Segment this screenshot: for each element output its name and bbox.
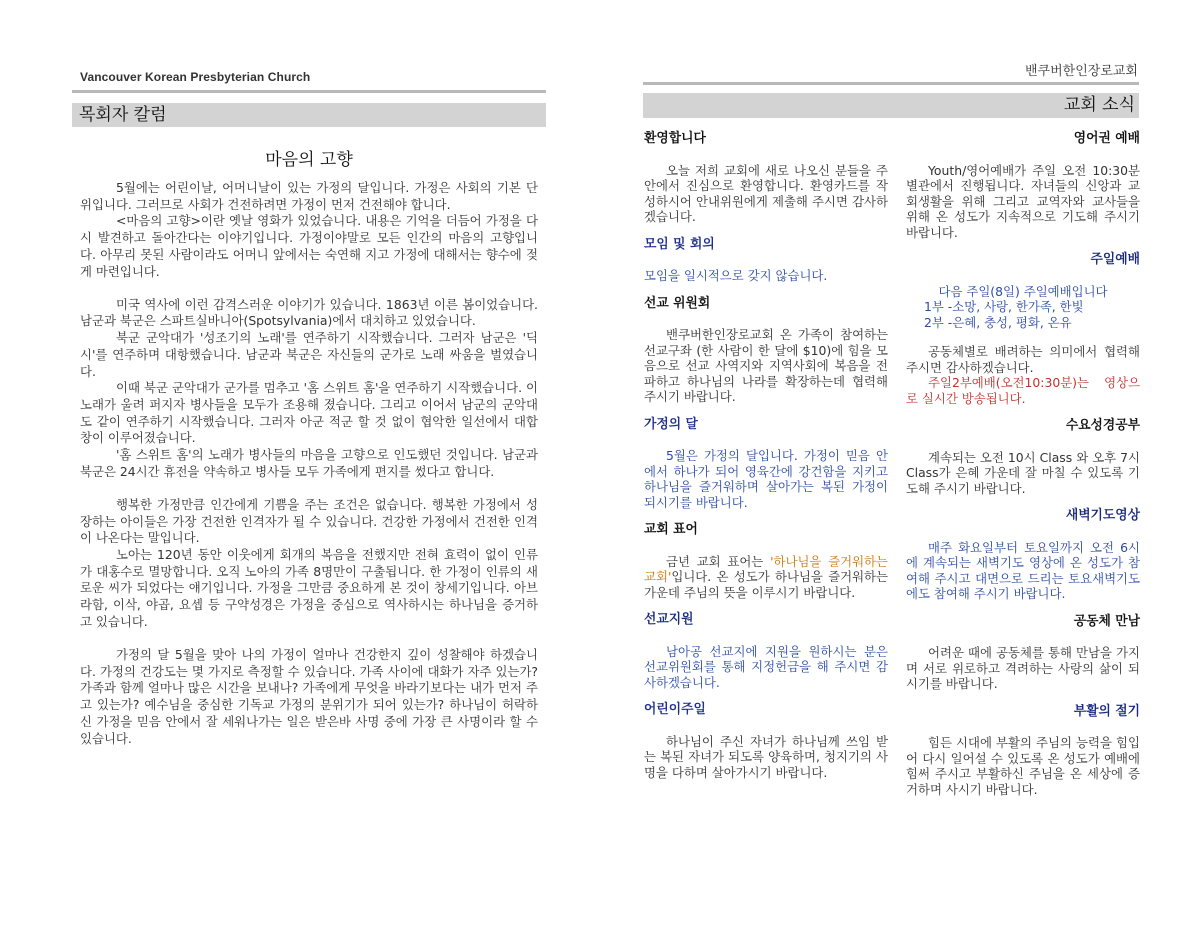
essay-paragraph: 노아는 120년 동안 이웃에게 회개의 복음을 전했지만 전혀 효력이 없이 인류가 대홍수로 멸망합니다. 오직 노아의 가족 8명만이 구출됩니다. 한 가정이 인류의 새로운 씨가 되었다는 얘기입니다. 가정을 그만큼 중요하게 본 것이 창세기입니다. 아브라함, 이삭, 야곱, 요셉 등 구약성경은 가정을 중심으로 역사하시는 하나님을 증거하고 있습니다.	[80, 547, 538, 629]
news-text: 계속되는 오전 10시 Class 와 오후 7시 Class가 은혜 가운데 잘 마칠 수 있도록 기도해 주시기 바랍니다.	[906, 449, 1140, 496]
news-text: 매주 화요일부터 토요일까지 오전 6시에 계속되는 새벽기도 영상에 온 성도가 참여해 주시고 대면으로 드리는 토요새벽기도에도 참여해 주시기 바랍니다.	[906, 539, 1140, 601]
news-text: 밴쿠버한인장로교회 온 가족이 참여하는 선교구좌 (한 사람이 한 달에 $10)에 힘을 모음으로 선교 사역지와 지역사회에 복음을 전파하고 하나님의 나라를 확장하는데 협력해 주시기 바랍니다.	[644, 327, 888, 404]
news-item-dawn-prayer	[906, 508, 1140, 602]
news-heading: 교회 표어	[644, 522, 698, 537]
news-item-family-month	[644, 417, 888, 511]
sunday-line: 2부 -은혜, 충성, 평화, 온유	[924, 314, 1072, 330]
news-text: 5월은 가정의 달입니다. 가정이 믿음 안에서 하나가 되어 영육간에 강건함을 지키고 하나님을 즐거워하며 살아가는 복된 가정이 되시기를 바랍니다.	[644, 448, 888, 510]
news-heading: 부활의 절기	[1073, 703, 1140, 719]
essay-title: 마음의 고향	[265, 150, 353, 170]
news-item-childrens-sunday	[644, 702, 888, 780]
essay-paragraph: <마음의 고향>이란 옛날 영화가 있었습니다. 내용은 기억을 더듬어 가정을 다시 발견하고 돌아간다는 이야기입니다. 가정이야말로 모든 인간의 마음의 고향입니다. 아무리 못된 사람이라도 어머니 앞에서는 숙연해 지고 가정에 대해서는 향수에 젖게 마련입니다.	[80, 213, 538, 279]
section-title-pastor-column: 목회자 칼럼	[72, 103, 546, 127]
sunday-line: 다음 주일(8일) 주일예배입니다	[938, 283, 1108, 299]
news-item-bible-study	[906, 418, 1140, 496]
essay-paragraph: 이때 북군 군악대가 군가를 멈추고 '홈 스위트 홈'을 연주하기 시작했습니다. 이 노래가 울려 퍼지자 병사들을 모두가 조용해 졌습니다. 그리고 이어서 남군의 군악대도 같이 연주하기 시작했습니다. 그러자 아군 적군 할 것 없이 협악한 일선에서 대합창이 이루어졌습니다.	[80, 380, 538, 446]
news-item-meetings	[644, 237, 888, 284]
motto-text-b: 입니다. 온 성도가 하나님을 즐거워하는 가운데 주님의 뜻을 이루시기 바랍니다.	[644, 569, 888, 600]
news-heading: 수요성경공부	[1065, 418, 1140, 433]
essay-paragraph: '홈 스위트 홈'의 노래가 병사들의 마음을 고향으로 인도했던 것입니다. 남군과 북군은 24시간 휴전을 약속하고 병사들 모두 가족에게 편지를 썼다고 합니다.	[80, 447, 538, 479]
header-rule-left	[72, 90, 546, 93]
news-heading: 영어권 예배	[1073, 131, 1140, 146]
news-item-sunday-service	[906, 252, 1140, 406]
news-text	[644, 554, 888, 601]
news-heading: 환영합니다	[644, 131, 706, 146]
church-name-ko: 밴쿠버한인장로교회	[1024, 64, 1138, 79]
news-item-mission-support	[644, 612, 888, 690]
news-heading: 선교지원	[644, 612, 694, 627]
news-text: 어려운 때에 공동체를 통해 만남을 가지며 서로 위로하고 격려하는 사랑의 삶이 되시기를 바랍니다.	[906, 645, 1140, 691]
sunday-line: 1부 -소망, 사랑, 한가족, 한빛	[924, 299, 1084, 314]
news-item-welcome	[644, 131, 888, 225]
news-column-right	[906, 131, 1140, 809]
news-heading: 선교 위원회	[644, 295, 711, 311]
news-item-easter	[906, 704, 1140, 798]
essay-paragraph: 행복한 가정만큼 인간에게 기쁨을 주는 조건은 없습니다. 행복한 가정에서 성장하는 아이들은 가장 건전한 인격자가 될 수 있습니다. 건강한 가정에서 건전한 인격이 나온다는 말입니다.	[80, 496, 538, 546]
news-item-community	[906, 614, 1140, 692]
news-item-mission-committee	[644, 296, 888, 405]
motto-text-a: 금년 교회 표어는	[666, 553, 771, 569]
paragraph-gap	[80, 280, 538, 297]
news-item-motto	[644, 522, 888, 600]
news-text: 오늘 저희 교회에 새로 나오신 분들을 주 안에서 진심으로 환영합니다. 환영카드를 작성하시어 안내위원에게 제출해 주시면 감사하겠습니다.	[644, 162, 888, 224]
news-heading: 공동체 만남	[1073, 613, 1140, 629]
essay-paragraph: 미국 역사에 이런 감격스러운 이야기가 있습니다. 1863년 이른 봄이었습니다. 남군과 북군은 스파트실바니아(Spotsylvania)에서 대치하고 있었습니다.	[80, 296, 538, 329]
news-text: Youth/영어예배가 주일 오전 10:30분 별관에서 진행됩니다. 자녀들의 신앙과 교회생활을 위해 그리고 교역자와 교사들을 위해 온 성도가 지속적으로 기도해 주시기 바랍니다.	[906, 162, 1140, 240]
news-heading: 새벽기도영상	[1065, 508, 1140, 523]
news-text: 공동체별로 배려하는 의미에서 협력해 주시면 감사하겠습니다.	[906, 344, 1140, 375]
header-rule-right	[643, 82, 1139, 85]
church-name-en: Vancouver Korean Presbyterian Church	[80, 70, 311, 84]
essay-paragraph: 가정의 달 5월을 맞아 나의 가정이 얼마나 건강한지 깊이 성찰해야 하겠습니다. 가정의 건강도는 몇 가지로 측정할 수 있습니다. 가족 사이에 대화가 자주 있는가? 가족과 함께 얼마나 많은 시간을 보내나? 가족에게 무엇을 바라기보다는 내가 먼저 주고 있는가? 예수님을 중심한 기독교 가정의 분위기가 되어 있는가? 하나님이 허락하신 가정을 믿음 안에서 잘 세워나가는 일은 받은바 사명 중에 가장 큰 사명이라 할 수 있습니다.	[80, 647, 538, 746]
news-heading: 모임 및 회의	[644, 236, 715, 252]
news-text: 남아공 선교지에 지원을 원하시는 분은 선교위원회를 통해 지정헌금을 해 주시면 감사하겠습니다.	[644, 643, 888, 690]
news-item-english-service	[906, 131, 1140, 240]
motto-highlight: '하나님을 즐거워하는 교회'	[644, 553, 888, 584]
news-text: 하나님이 주신 자녀가 하나님께 쓰임 받는 복된 자녀가 되도록 양육하며, 청지기의 사명을 다하며 살아가시기 바랍니다.	[644, 733, 888, 780]
essay-paragraph: 5월에는 어린이날, 어머니날이 있는 가정의 달입니다. 가정은 사회의 기본 단위입니다. 그러므로 사회가 건전하려면 가정이 먼저 건전해야 합니다.	[80, 180, 538, 212]
news-text: 힘든 시대에 부활의 주님의 능력을 힘입어 다시 일어설 수 있도록 온 성도가 예배에 힘써 주시고 부활하신 주님을 온 세상에 증거하며 사시기 바랍니다.	[906, 735, 1140, 797]
broadcast-notice: 주일2부예배(오전10:30분)는 영상으로 실시간 방송됩니다.	[906, 375, 1140, 406]
news-heading: 가정의 달	[644, 416, 698, 432]
news-column-left	[644, 131, 888, 792]
essay-paragraph: 북군 군악대가 '성조기의 노래'를 연주하기 시작했습니다. 그러자 남군은 '딕시'를 연주하며 대항했습니다. 남군과 북군은 자신들의 군가로 노래 싸움을 벌였습니다.	[80, 330, 538, 379]
news-heading: 주일예배	[1090, 252, 1140, 267]
news-text: 모임을 일시적으로 갖지 않습니다.	[644, 268, 828, 283]
paragraph-gap	[80, 631, 538, 648]
essay-body	[80, 180, 538, 747]
section-title-church-news: 교회 소식	[643, 93, 1139, 118]
paragraph-gap	[80, 480, 538, 497]
news-heading: 어린이주일	[644, 702, 706, 717]
